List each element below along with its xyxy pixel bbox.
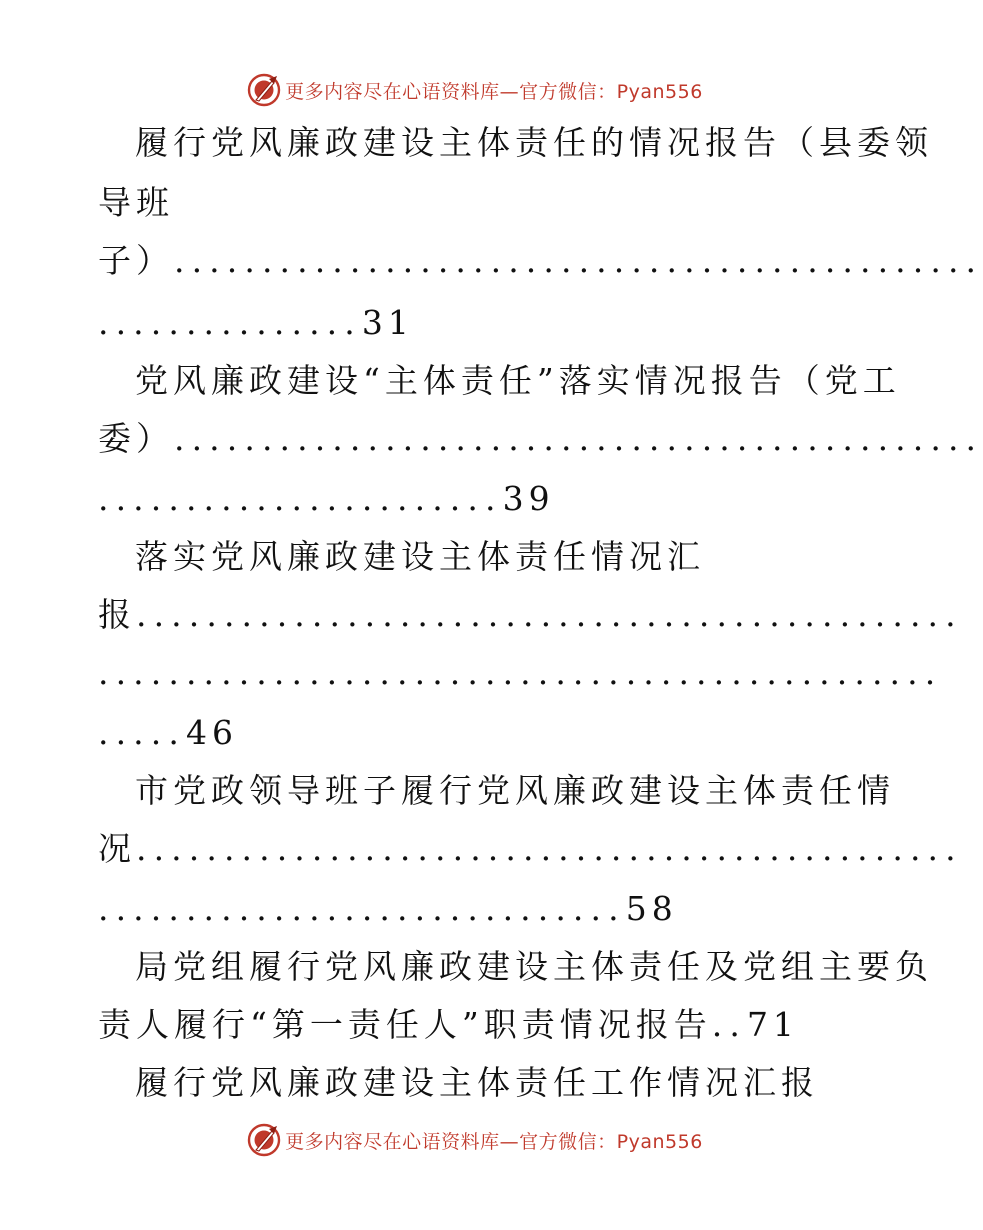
toc-entry-5-page-number: 71 [746,1005,799,1044]
dot-leader: ............................................... [136,829,963,868]
toc-entry-3-leader-line-2 [98,650,943,696]
dot-leader: ................................................ [98,653,943,692]
toc-entry-3-title-line1: 落实党风廉政建设主体责任情况汇 [135,537,705,576]
toc-entry-4-title-line1: 市党政领导班子履行党风廉政建设主体责任情 [135,771,895,810]
toc-entry-1-page-line [98,300,858,346]
dot-leader: ..... [98,713,186,752]
footer-watermark [0,1120,950,1160]
header-watermark [0,70,950,110]
toc-entry-2-page-line [98,476,858,522]
toc-entry-4-page-line [98,886,858,932]
toc-entry-1-leader-line [98,238,983,284]
toc-entry-3-page-line [98,710,858,756]
toc-entry-5-title-line1: 局党组履行党风廉政建设主体责任及党组主要负 [135,947,933,986]
toc-entry-5-title-line2: 责人履行“第一责任人”职责情况报告 [98,1005,712,1044]
toc-entry-3-page-number: 46 [185,713,238,752]
toc-entry-4-leader-line [98,826,963,872]
toc-entry-1-title-line1: 履行党风廉政建设主体责任的情况报告（县委领 [135,123,933,162]
toc-entry-2-leader-line [98,416,983,462]
quill-pen-logo-icon [247,73,281,107]
dot-leader: .............................................. [174,241,983,280]
dot-leader: .. [711,1005,747,1044]
toc-entry-3-leader-line [98,592,963,638]
dot-leader: ............................................... [136,595,963,634]
toc-entry-5-page-line [98,1002,858,1048]
toc-entry-2-title-line1: 党风廉政建设“主体责任”落实情况报告（党工 [135,361,901,400]
quill-pen-logo-icon [247,1123,281,1157]
toc-entry-3-title-line2: 报 [98,595,136,634]
toc-entry-2-page-number: 39 [502,479,555,518]
toc-entry-1-title-line2: 导班 [98,183,174,222]
toc-entry-1-page-number: 31 [361,303,414,342]
toc-entry-1-title-line3: 子） [98,241,174,280]
footer-watermark-text: 更多内容尽在心语资料库—官方微信：Pyan556 [285,1130,703,1153]
dot-leader: .............................. [98,889,626,928]
header-watermark-text: 更多内容尽在心语资料库—官方微信：Pyan556 [285,80,703,103]
dot-leader: ............... [98,303,362,342]
toc-entry-6-title-line1: 履行党风廉政建设主体责任工作情况汇报 [135,1063,819,1102]
toc-entry-2-title-line2: 委） [98,419,174,458]
toc-entry-4-title-line2: 况 [98,829,136,868]
dot-leader: .............................................. [174,419,983,458]
toc-entry-4-page-number: 58 [625,889,678,928]
dot-leader: ....................... [98,479,503,518]
